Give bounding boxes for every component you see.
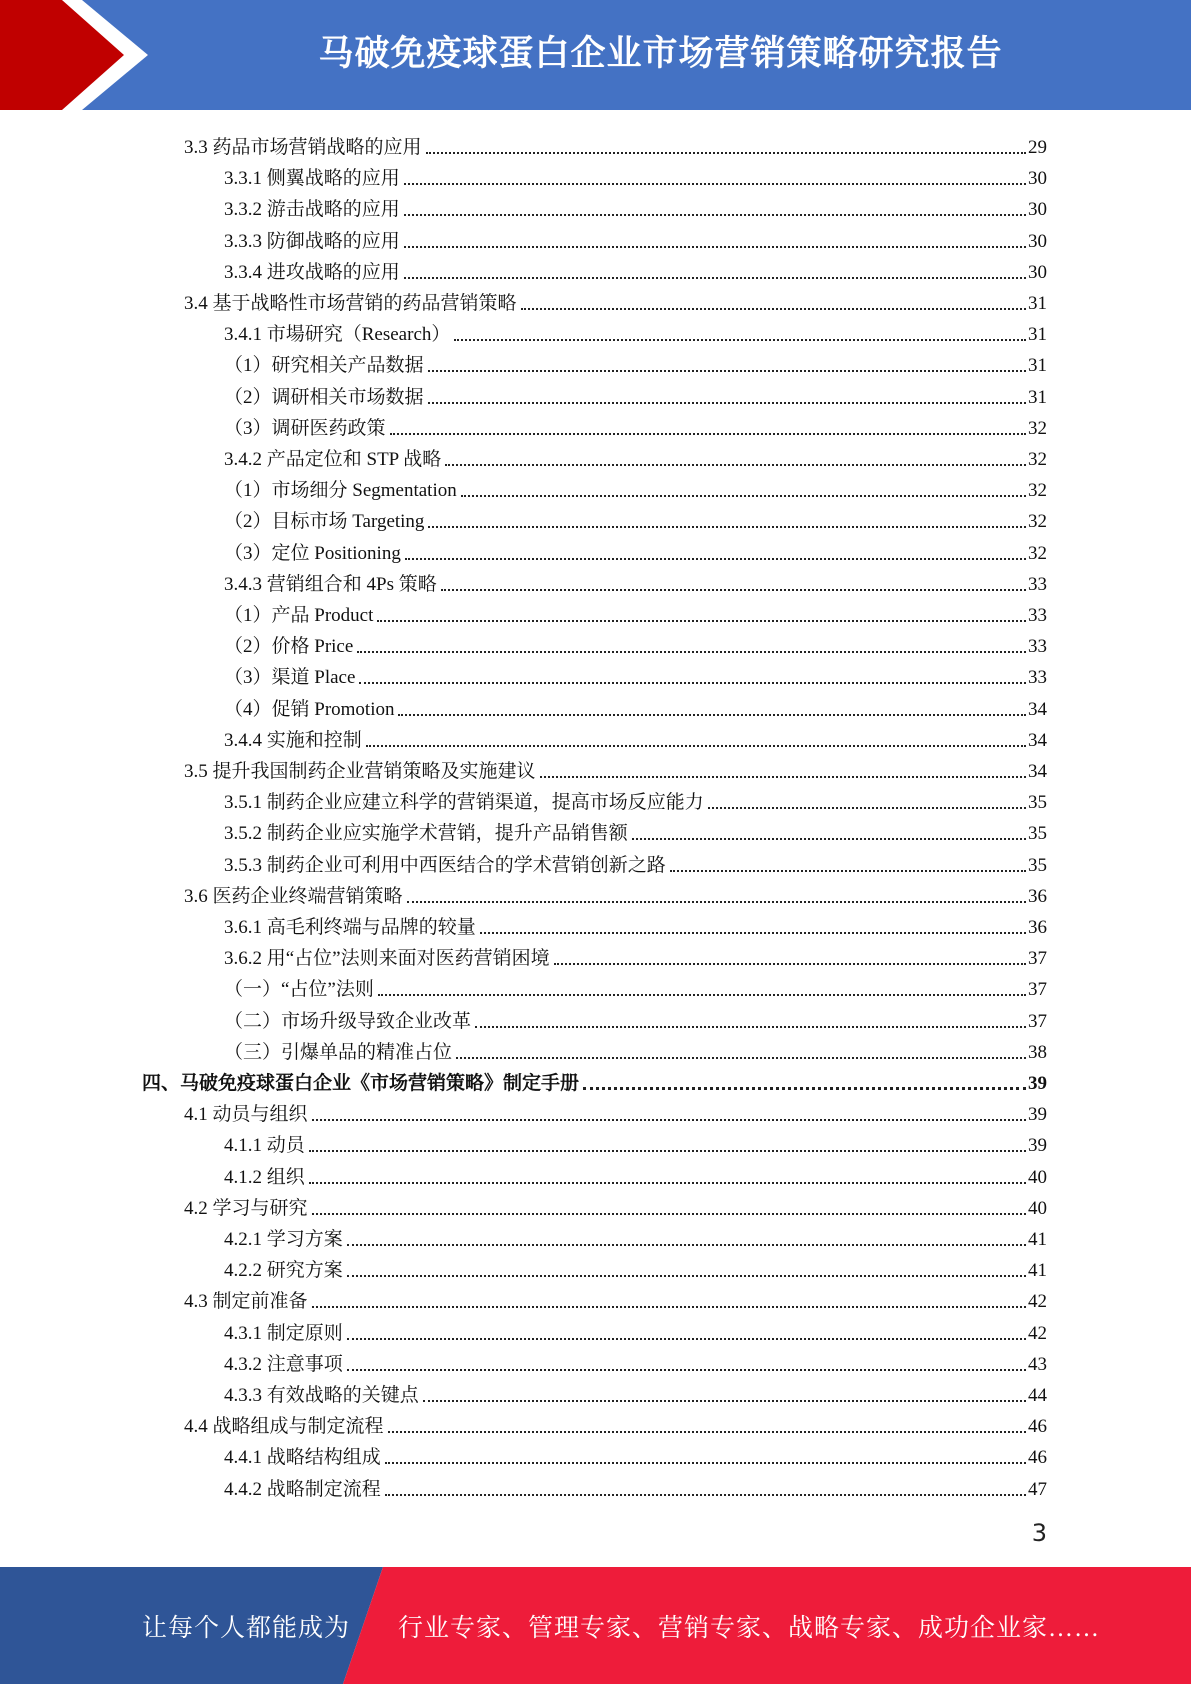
toc-dot-leader: [540, 776, 1026, 778]
toc-entry-page: 32: [1028, 449, 1047, 470]
toc-entry-page: 46: [1028, 1416, 1047, 1438]
toc-dot-leader: [454, 339, 1026, 341]
toc-entry-title: （二）市场升级导致企业改革: [224, 1010, 472, 1032]
toc-entry[interactable]: [224, 222, 1047, 253]
toc-entry-title: （1）研究相关产品数据: [224, 355, 424, 377]
toc-dot-leader: [480, 932, 1026, 934]
toc-entry-page: 30: [1028, 230, 1047, 252]
toc-entry-title: 3.4 基于战略性市场营销的药品营销策略: [184, 293, 517, 314]
toc-entry-page: 35: [1028, 823, 1047, 845]
toc-entry-page: 37: [1028, 979, 1047, 1001]
toc-entry-page: 31: [1028, 386, 1047, 408]
toc-dot-leader: [670, 870, 1026, 872]
toc-entry-page: 32: [1028, 511, 1047, 533]
toc-entry-page: 33: [1028, 667, 1047, 689]
toc-entry-page: 43: [1028, 1353, 1047, 1375]
toc-entry-title: 4.4.1 战略结构组成: [224, 1447, 381, 1469]
toc-entry-title: 3.3.4 进攻战略的应用: [224, 261, 400, 283]
toc-dot-leader: [423, 1400, 1026, 1402]
toc-entry[interactable]: [224, 190, 1047, 221]
toc-entry[interactable]: [224, 1033, 1047, 1064]
toc-entry[interactable]: [224, 596, 1047, 627]
toc-entry[interactable]: [184, 128, 1047, 159]
toc-entry[interactable]: [224, 1220, 1047, 1251]
toc-entry[interactable]: [184, 1189, 1047, 1220]
toc-entry-title: 4.3.3 有效战略的关键点: [224, 1385, 419, 1406]
toc-dot-leader: [426, 152, 1026, 154]
toc-entry-title: 4.2.2 研究方案: [224, 1260, 343, 1282]
toc-dot-leader: [357, 651, 1026, 653]
toc-dot-leader: [347, 1369, 1026, 1371]
toc-entry[interactable]: [184, 1282, 1047, 1313]
toc-entry-title: 4.1 动员与组织: [184, 1104, 308, 1126]
toc-entry[interactable]: [224, 1470, 1047, 1501]
toc-entry-page: 44: [1028, 1385, 1047, 1406]
toc-entry-page: 32: [1028, 480, 1047, 502]
toc-entry-page: 33: [1028, 573, 1047, 595]
toc-entry-page: 46: [1028, 1447, 1047, 1469]
toc-entry-title: （1）产品 Product: [224, 605, 374, 626]
toc-dot-leader: [377, 620, 1026, 622]
toc-entry-page: 30: [1028, 199, 1047, 221]
toc-entry[interactable]: [224, 783, 1047, 814]
toc-entry[interactable]: [224, 534, 1047, 565]
toc-dot-leader: [312, 1213, 1026, 1215]
toc-entry[interactable]: [224, 346, 1047, 377]
toc-entry-title: 3.3 药品市场营销战略的应用: [184, 137, 422, 158]
toc-entry[interactable]: [224, 1251, 1047, 1282]
toc-entry-page: 35: [1028, 854, 1047, 876]
toc-entry[interactable]: [224, 846, 1047, 877]
toc-dot-leader: [385, 1494, 1026, 1496]
toc-dot-leader: [385, 1462, 1026, 1464]
toc-entry-title: 4.1.1 动员: [224, 1135, 305, 1157]
toc-entry[interactable]: [184, 1095, 1047, 1126]
toc-entry-title: 四、马破免疫球蛋白企业《市场营销策略》制定手册: [142, 1073, 580, 1094]
toc-entry-title: 4.3.2 注意事项: [224, 1353, 343, 1375]
toc-entry-page: 42: [1028, 1291, 1047, 1313]
toc-dot-leader: [398, 714, 1026, 716]
toc-entry[interactable]: [184, 877, 1047, 908]
toc-entry-title: 3.3.2 游击战略的应用: [224, 199, 400, 221]
toc-entry-title: 4.2.1 学习方案: [224, 1229, 343, 1250]
toc-entry-page: 29: [1028, 137, 1047, 158]
toc-entry-title: （2）目标市场 Targeting: [224, 511, 425, 533]
toc-entry[interactable]: [224, 1126, 1047, 1157]
toc-entry-title: 3.4.4 实施和控制: [224, 729, 362, 751]
toc-entry[interactable]: [224, 658, 1047, 689]
toc-entry-title: 3.5.3 制药企业可利用中西医结合的学术营销创新之路: [224, 854, 666, 876]
toc-entry-title: 4.4 战略组成与制定流程: [184, 1416, 384, 1438]
toc-dot-leader: [404, 246, 1026, 248]
toc-dot-leader: [407, 901, 1026, 903]
toc-entry-page: 35: [1028, 792, 1047, 814]
toc-dot-leader: [475, 1026, 1026, 1028]
toc-entry[interactable]: [224, 1002, 1047, 1033]
toc-dot-leader: [347, 1275, 1026, 1277]
page-number: 3: [1031, 1519, 1047, 1547]
toc-entry-title: 3.3.1 侧翼战略的应用: [224, 168, 400, 190]
toc-entry[interactable]: [224, 253, 1047, 284]
toc-entry-page: 38: [1028, 1041, 1047, 1063]
toc-entry[interactable]: [224, 970, 1047, 1001]
footer-banner: [0, 1567, 1191, 1684]
toc-entry[interactable]: [184, 752, 1047, 783]
toc-entry-title: （3）渠道 Place: [224, 667, 356, 689]
toc-entry-title: 4.4.2 战略制定流程: [224, 1478, 381, 1500]
toc-entry-page: 39: [1028, 1104, 1047, 1126]
toc-dot-leader: [405, 558, 1026, 560]
toc-entry[interactable]: [224, 939, 1047, 970]
toc-entry-page: 34: [1028, 761, 1047, 782]
toc-entry-title: （一）“占位”法则: [224, 979, 374, 1001]
toc-entry[interactable]: [224, 440, 1047, 471]
toc-entry-title: （3）调研医药政策: [224, 417, 386, 439]
toc-entry[interactable]: [224, 1438, 1047, 1469]
toc-dot-leader: [404, 214, 1026, 216]
toc-entry[interactable]: [142, 1064, 1047, 1095]
toc-dot-leader: [366, 745, 1026, 747]
toc-entry-page: 37: [1028, 1010, 1047, 1032]
toc-dot-leader: [632, 838, 1026, 840]
toc-entry-title: 3.6 医药企业终端营销策略: [184, 885, 403, 907]
toc-entry-page: 40: [1028, 1166, 1047, 1188]
toc-entry-page: 41: [1028, 1260, 1047, 1282]
toc-dot-leader: [347, 1338, 1026, 1340]
toc-entry-page: 42: [1028, 1322, 1047, 1344]
toc-entry-page: 40: [1028, 1197, 1047, 1219]
document-title: 马破免疫球蛋白企业市场营销策略研究报告: [318, 34, 1003, 74]
toc-dot-leader: [521, 308, 1026, 310]
toc-entry-page: 39: [1028, 1073, 1047, 1094]
toc-entry[interactable]: [224, 690, 1047, 721]
toc-entry-page: 30: [1028, 261, 1047, 283]
toc-dot-leader: [428, 370, 1026, 372]
toc-entry-title: 3.3.3 防御战略的应用: [224, 230, 400, 252]
toc-entry[interactable]: [224, 315, 1047, 346]
toc-dot-leader: [708, 807, 1026, 809]
toc-entry[interactable]: [224, 565, 1047, 596]
toc-entry[interactable]: [224, 1376, 1047, 1407]
toc-entry-title: 3.4.2 产品定位和 STP 战略: [224, 449, 442, 470]
toc-entry-title: 4.2 学习与研究: [184, 1197, 308, 1219]
toc-dot-leader: [347, 1244, 1026, 1246]
toc-entry-page: 30: [1028, 168, 1047, 190]
toc-entry-title: 4.1.2 组织: [224, 1166, 305, 1188]
toc-entry[interactable]: [224, 159, 1047, 190]
toc-entry-title: （2）价格 Price: [224, 636, 354, 658]
toc-entry[interactable]: [224, 502, 1047, 533]
toc-entry-page: 39: [1028, 1135, 1047, 1157]
toc-entry-page: 32: [1028, 542, 1047, 564]
toc-dot-leader: [441, 589, 1026, 591]
toc-entry-title: 3.6.1 高毛利终端与品牌的较量: [224, 917, 476, 938]
toc-dot-leader: [583, 1087, 1026, 1090]
toc-entry-title: （2）调研相关市场数据: [224, 386, 424, 408]
toc-entry-title: 3.4.3 营销组合和 4Ps 策略: [224, 573, 437, 595]
toc-entry-page: 33: [1028, 636, 1047, 658]
toc-entry[interactable]: [184, 284, 1047, 315]
toc-entry-title: 4.3.1 制定原则: [224, 1322, 343, 1344]
toc-entry[interactable]: [224, 814, 1047, 845]
toc-dot-leader: [309, 1150, 1026, 1152]
toc-entry[interactable]: [224, 908, 1047, 939]
toc-entry[interactable]: [224, 409, 1047, 440]
toc-entry[interactable]: [224, 378, 1047, 409]
toc-entry[interactable]: [224, 1345, 1047, 1376]
toc-dot-leader: [554, 963, 1026, 965]
toc-dot-leader: [309, 1182, 1026, 1184]
toc-dot-leader: [456, 1057, 1026, 1059]
footer-slogan-left: 让每个人都能成为: [142, 1615, 351, 1642]
toc-entry[interactable]: [184, 1407, 1047, 1438]
toc-entry[interactable]: [224, 1314, 1047, 1345]
header-banner: [0, 0, 1191, 110]
toc-dot-leader: [461, 495, 1026, 497]
toc-entry-page: 31: [1028, 293, 1047, 314]
toc-entry-title: 3.6.2 用“占位”法则来面对医药营销困境: [224, 948, 550, 970]
toc-dot-leader: [312, 1119, 1026, 1121]
toc-entry-page: 34: [1028, 698, 1047, 720]
toc-dot-leader: [312, 1306, 1026, 1308]
toc-dot-leader: [359, 682, 1026, 684]
toc-entry-page: 33: [1028, 605, 1047, 626]
toc-dot-leader: [404, 183, 1026, 185]
toc-entry-page: 31: [1028, 324, 1047, 346]
toc-entry[interactable]: [224, 627, 1047, 658]
toc-dot-leader: [428, 526, 1026, 528]
toc-entry-page: 41: [1028, 1229, 1047, 1250]
toc-entry-page: 36: [1028, 917, 1047, 938]
toc-dot-leader: [388, 1431, 1026, 1433]
footer-slogan-right: 行业专家、管理专家、营销专家、战略专家、成功企业家……: [398, 1615, 1101, 1642]
toc-entry-title: （3）定位 Positioning: [224, 542, 401, 564]
toc-entry-title: 3.4.1 市場研究（Research）: [224, 324, 451, 346]
toc-dot-leader: [390, 433, 1026, 435]
toc-entry[interactable]: [224, 721, 1047, 752]
toc-entry[interactable]: [224, 1158, 1047, 1189]
toc-entry-title: （三）引爆单品的精准占位: [224, 1041, 453, 1063]
toc-entry[interactable]: [224, 471, 1047, 502]
toc-entry-title: 3.5 提升我国制药企业营销策略及实施建议: [184, 761, 536, 782]
toc-entry-title: 3.5.1 制药企业应建立科学的营销渠道，提高市场反应能力: [224, 792, 704, 814]
toc-dot-leader: [404, 277, 1026, 279]
toc-entry-page: 47: [1028, 1478, 1047, 1500]
toc-entry-page: 32: [1028, 417, 1047, 439]
toc-entry-title: 4.3 制定前准备: [184, 1291, 308, 1313]
toc-entry-title: （1）市场细分 Segmentation: [224, 480, 457, 502]
toc-entry-title: （4）促销 Promotion: [224, 698, 395, 720]
toc-dot-leader: [445, 464, 1026, 466]
toc-entry-page: 37: [1028, 948, 1047, 970]
toc-entry-page: 31: [1028, 355, 1047, 377]
toc-entry-title: 3.5.2 制药企业应实施学术营销，提升产品销售额: [224, 823, 628, 845]
toc-dot-leader: [378, 994, 1026, 996]
toc-dot-leader: [428, 402, 1026, 404]
toc-entry-page: 34: [1028, 729, 1047, 751]
toc-entry-page: 36: [1028, 885, 1047, 907]
